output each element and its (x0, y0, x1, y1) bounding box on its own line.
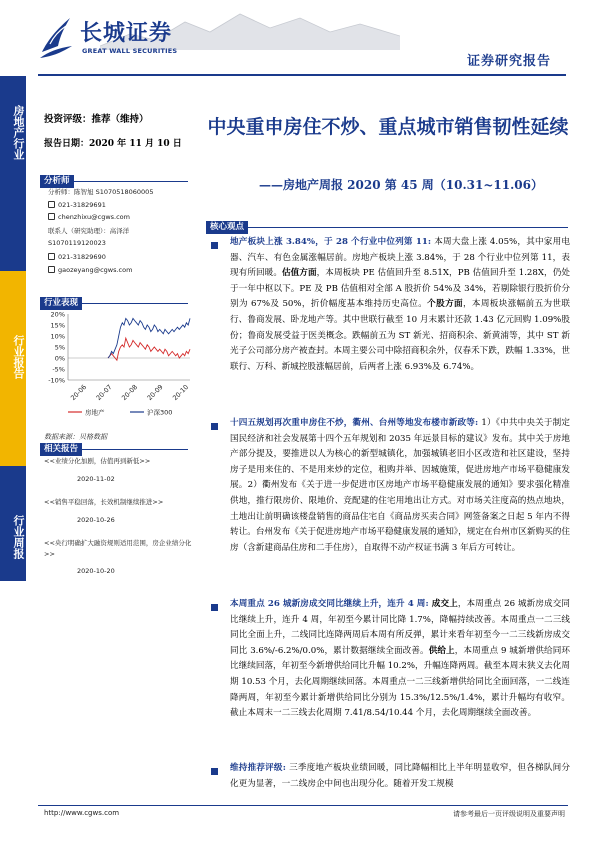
bullet-square-icon (211, 604, 218, 611)
x-tick-label: 20-07 (94, 383, 114, 403)
core-paragraph-transactions (230, 597, 570, 722)
footer-divider (38, 805, 568, 806)
industry-trend-chart (40, 308, 195, 423)
paragraph-lead: 维持推荐评级: (230, 763, 290, 773)
mail-icon (48, 266, 55, 273)
logo-bird-icon (38, 14, 74, 60)
paragraph-keyword: 成交上 (431, 599, 458, 609)
investment-rating: 投资评级：推荐（维持） (44, 114, 149, 125)
assistant-phone (48, 253, 106, 261)
assistant-email-address[interactable]: gaozeyang@cgws.com (58, 266, 133, 274)
analyst-section-heading (40, 168, 188, 186)
y-tick-label: 5% (54, 343, 65, 352)
assistant-email[interactable] (48, 266, 132, 274)
logo-chinese-name: 长城证券 (80, 20, 173, 46)
related-report-date: 2020-10-26 (77, 516, 115, 524)
report-date: 报告日期：2020 年 11 月 10 日 (44, 139, 182, 149)
legend-label: 房地产 (85, 408, 105, 417)
company-logo (38, 14, 208, 64)
x-tick-label: 20-09 (145, 383, 165, 403)
assistant-line: 联系人（研究助理）：高泽洋 (48, 227, 130, 235)
related-section-heading (40, 436, 188, 454)
bullet-square-icon (211, 242, 218, 249)
paragraph-text: ，本周板块 PE 估值回升至 8.51X，PB 估值回升至 1.28X，仍处于一年中枢以下。PE 及 PB 估值相对全部 A 股折价 54%及 34%，若剔除银行股折价分别为 67%及 50%，折价幅度基本维持历史高位。 (230, 268, 570, 310)
footer-disclaimer-note: 请参考最后一页评级说明及重要声明 (453, 810, 565, 818)
paragraph-text: ，本周重点 9 城新增供给同环比继续回落，年初至今新增供给同比升幅 10.2%，升幅连降两周。截至本周末狭义去化周期 10.53 个月，去化周期继续回落。本周重点一二三线新增供给同比全面回落，一二线连降两周，年初至今累计新增供给同比分别为 15.3%/12.5%/1.4%，累计升幅均有收窄。截止本周末一二三线去化周期 7.41/8.54/10.44 个月，去化周期继续全面改善。 (230, 645, 570, 719)
report-title: 中央重申房住不炒、重点城市销售韧性延续 (207, 116, 569, 138)
x-tick-label: 20-10 (171, 383, 191, 403)
paragraph-keyword: 个股方面 (427, 299, 463, 310)
core-views-heading (206, 214, 568, 232)
mail-icon (48, 213, 55, 220)
paragraph-text: ，本周板块涨幅前五为世联行、鲁商发展、卧龙地产等。其中世联行截至 10 月末累计还款 1.43 亿元回购 1.09%股份；鲁商发展受益于医美概念。跌幅前五为 ST 新光、招商积余、新黄浦等，其中 ST 新光子公司部分房产被查封。本周主要公司中除招商积余外，仅春禾下跌，跌幅 1.33%，世联行、万科、新城控股涨幅居前，后两者上涨 6.93%及 6.74%。 (230, 299, 570, 372)
bullet-square-icon (211, 423, 218, 430)
related-report-date: 2020-10-20 (77, 567, 115, 575)
analyst-heading-label: 分析师 (40, 175, 74, 188)
related-report-title[interactable]: <<业绩分化加剧，估值再到新低>> (44, 457, 151, 465)
footer-website-link[interactable]: http://www.cgws.com (44, 809, 120, 817)
core-paragraph-policy (230, 416, 570, 556)
paragraph-keyword: 估值方面 (281, 268, 317, 279)
paragraph-lead: 地产板块上涨 3.84%，于 28 个行业中位列第 11: (230, 237, 435, 247)
paragraph-text: ，本周重点 26 城新房成交同比继续上升，连升 4 周，年初至今累计同比降 1.7%，降幅持续改善。本周重点一二三线同比全面上升，二线同比连降两周后本周有所反弹，累计来看年初至今一二三线新房成交同比 3.6%/-6.2%/0.0%，累计数据继续全面改善。 (230, 599, 570, 656)
assistant-phone-number: 021-31829690 (58, 253, 106, 261)
bullet-square-icon (211, 768, 218, 775)
report-subtitle: ——房地产周报 2020 第 45 周（10.31~11.06） (258, 178, 544, 192)
chart-source-note: 数据来源：贝格数据 (44, 433, 107, 441)
analyst-line: 分析师：陈智旭 S1070518060005 (48, 188, 154, 196)
y-tick-label: 0% (54, 354, 65, 363)
paragraph-text: 本周大盘上涨 4.05%，其中家用电器、汽车、有色金属涨幅居前。房地产板块上涨 3.84%，于 28 个行业中位列第 11，表现有所回暖。 (230, 237, 570, 279)
paragraph-lead: 本周重点 26 城新房成交同比继续上升，连升 4 周: (230, 599, 432, 609)
y-tick-label: -10% (48, 376, 65, 385)
phone-icon (48, 201, 55, 208)
related-report-title[interactable]: <<销售平稳回落，长效机制继续推进>> (44, 498, 164, 506)
assistant-certificate: S1070119120023 (48, 239, 106, 247)
y-tick-label: 10% (50, 332, 65, 341)
paragraph-text: 1）《中共中央关于制定国民经济和社会发展第十四个五年规划和 2035 年远景目标的建议》发布。其中关于房地产部分提及，要推进以人为核心的新型城镇化，加强城镇老旧小区改造和社区建设，坚持房子是用来住的、不是用来炒的定位，租购并举、因城施策，促进房地产市场平稳健康发展。2）衢州发布《关于进一步促进市区房地产市场平稳健康发展的通知》要求强化精准供地，推行限房价、限地价、竞配建的住宅用地出让方式。对市场关注度高的热点地块，土地出让前明确该楼盘销售的商品住宅自《商品房买卖合同》网签备案之日起 5 年内不得转让。台州发布《关于促进房地产市场平稳健康发展的通知》，规定在台州市区新购买的住房（含新建商品住房和二手住房），自取得不动产权证书满 3 年后方可转让。 (230, 418, 570, 553)
x-tick-label: 20-08 (120, 383, 140, 403)
header-divider (38, 74, 566, 76)
analyst-phone (48, 201, 106, 209)
related-report-title[interactable]: <<央行明确扩大融资规则适用范围，房企业绩分化>> (44, 539, 192, 558)
core-paragraph-market (230, 235, 570, 375)
analyst-email-address[interactable]: chenzhixu@cgws.com (58, 213, 130, 221)
legend-label: 沪深300 (147, 408, 173, 417)
trend-section-heading (40, 290, 188, 308)
paragraph-keyword: 供给上 (428, 645, 455, 656)
sidebar-report-category-label: 行业报告 (12, 335, 25, 379)
core-paragraph-rating (230, 761, 570, 794)
analyst-phone-number: 021-31829691 (58, 201, 106, 209)
sidebar-industry-label: 房地产行业 (12, 104, 25, 160)
paragraph-text: 三季度地产板块业绩回暖，同比降幅相比上半年明显收窄，但各梯队间分化更为显著，一二线房企中间也出现分化。随着开发工规模 (230, 763, 570, 789)
y-tick-label: -5% (52, 365, 65, 374)
report-type-label: 证券研究报告 (466, 54, 551, 69)
related-report-date: 2020-11-02 (77, 475, 115, 483)
trend-heading-label: 行业表现 (40, 297, 82, 310)
logo-english-name: GREAT WALL SECURITIES (82, 47, 178, 55)
core-views-heading-label: 核心观点 (206, 221, 248, 234)
paragraph-lead: 十四五规划再次重申房住不炒，衢州、台州等地发布楼市新政等: (230, 418, 482, 428)
series-line-real-estate (108, 338, 190, 360)
sidebar-report-kind-label: 行业周报 (12, 515, 25, 559)
series-line-csi300 (108, 318, 190, 358)
x-tick-label: 20-06 (69, 383, 89, 403)
analyst-email[interactable] (48, 213, 130, 221)
y-tick-label: 15% (50, 321, 65, 330)
y-tick-label: 20% (50, 310, 65, 319)
related-heading-label: 相关报告 (40, 443, 82, 456)
phone-icon (48, 253, 55, 260)
